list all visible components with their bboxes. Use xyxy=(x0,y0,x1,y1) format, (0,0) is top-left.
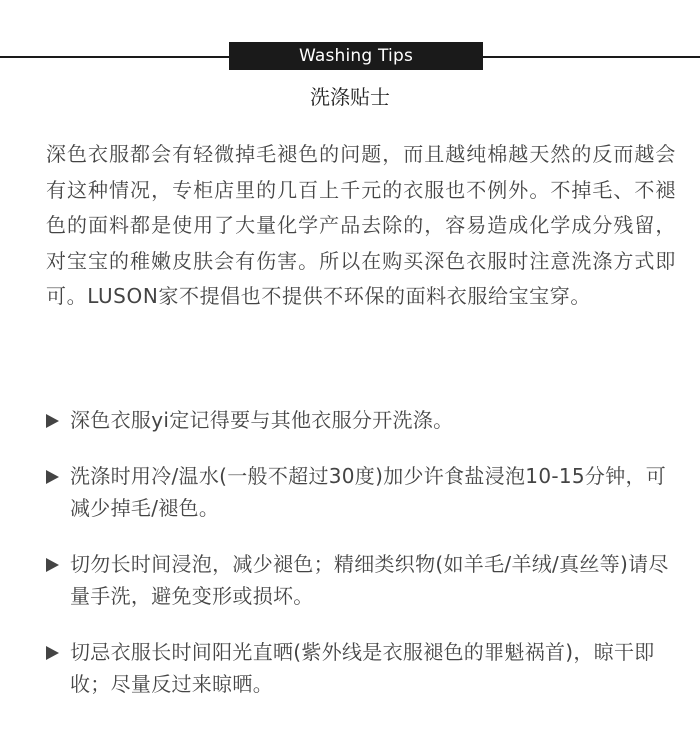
section-title-badge: Washing Tips xyxy=(229,42,483,70)
triangle-right-icon xyxy=(46,414,59,428)
intro-paragraph: 深色衣服都会有轻微掉毛褪色的问题，而且越纯棉越天然的反而越会有这种情况，专柜店里的几百上千元的衣服也不例外。不掉毛、不褪色的面料都是使用了大量化学产品去除的，容易造成化学成分残留，对宝宝的稚嫩皮肤会有伤害。所以在购买深色衣服时注意洗涤方式即可。LUSON家不提倡也不提供不环保的面料衣服给宝宝穿。 xyxy=(46,142,676,308)
tip-text: 深色衣服yi定记得要与其他衣服分开洗涤。 xyxy=(70,408,454,432)
tip-text: 洗涤时用冷/温水(一般不超过30度)加少许食盐浸泡10-15分钟，可减少掉毛/褪色。 xyxy=(70,464,667,520)
washing-tips-list xyxy=(46,404,686,700)
triangle-right-icon xyxy=(46,470,59,484)
tip-item-2 xyxy=(46,460,686,524)
tip-item-1 xyxy=(46,404,686,436)
tip-text: 切勿长时间浸泡，减少褪色；精细类织物(如羊毛/羊绒/真丝等)请尽量手洗，避免变形或损坏。 xyxy=(70,552,669,608)
tip-item-4 xyxy=(46,636,686,700)
tip-item-3 xyxy=(46,548,686,612)
section-subtitle: 洗涤贴士 xyxy=(310,85,390,109)
tip-text: 切忌衣服长时间阳光直晒(紫外线是衣服褪色的罪魁祸首)，晾干即收；尽量反过来晾晒。 xyxy=(70,640,655,696)
triangle-right-icon xyxy=(46,646,59,660)
triangle-right-icon xyxy=(46,558,59,572)
